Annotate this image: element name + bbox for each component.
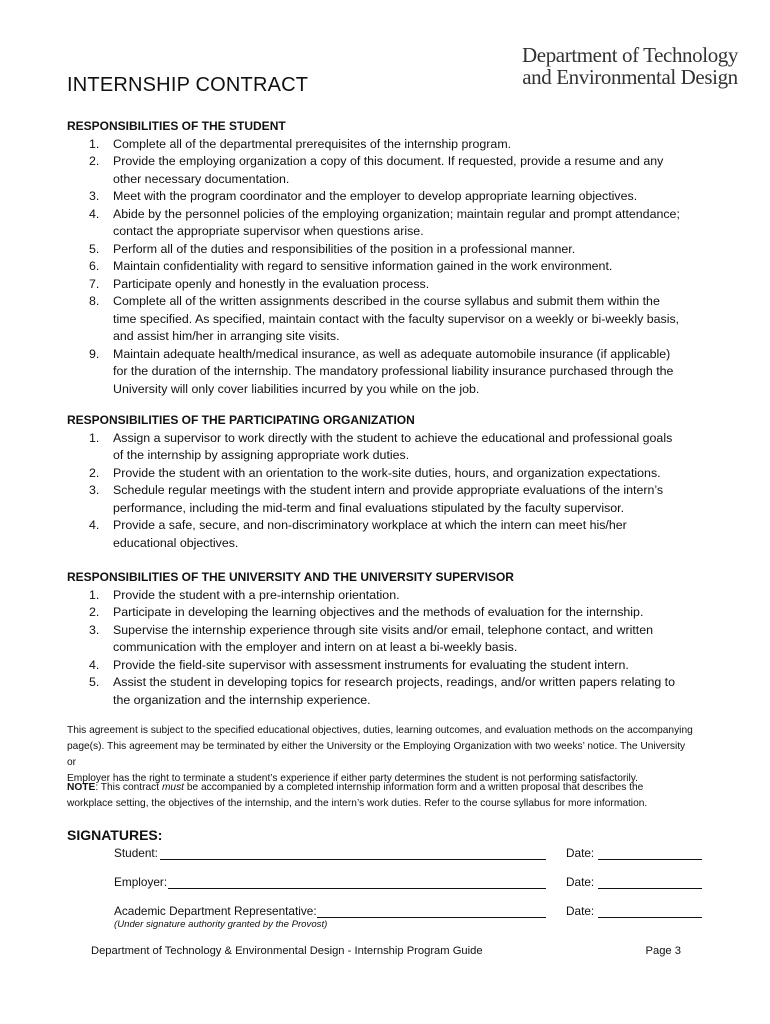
list-item bbox=[67, 276, 707, 294]
agreement-paragraph bbox=[67, 723, 697, 787]
representative-date-line[interactable] bbox=[598, 917, 702, 918]
item-number: 5. bbox=[89, 241, 100, 256]
item-text-line: time specified. As specified, maintain contact with the faculty supervisor on a weekly or bi-weekly basis, bbox=[113, 311, 680, 326]
item-text-line: contact the appropriate supervisor when questions arise. bbox=[113, 224, 424, 238]
list-item bbox=[67, 517, 707, 552]
item-text-line: Maintain adequate health/medical insurance, as well as adequate automobile insurance (if applicable) bbox=[113, 346, 671, 361]
note-emphasis: must bbox=[161, 782, 185, 793]
item-number: 1. bbox=[89, 136, 100, 151]
item-text-line: Schedule regular meetings with the student intern and provide appropriate evaluations of the intern’s bbox=[113, 483, 664, 497]
item-text-line: Provide the student with a pre-internship orientation. bbox=[113, 587, 400, 602]
section-heading: RESPONSIBILITIES OF THE PARTICIPATING ORGANIZATION bbox=[67, 413, 415, 427]
list-item bbox=[67, 622, 707, 657]
list-item bbox=[67, 153, 707, 188]
item-number: 8. bbox=[89, 294, 100, 308]
logo-line-2: and Environmental Design bbox=[522, 65, 738, 89]
list-item bbox=[67, 465, 707, 483]
item-text-line: Perform all of the duties and responsibilities of the position in a professional manner. bbox=[113, 241, 576, 256]
item-text-line: Participate openly and honestly in the evaluation process. bbox=[113, 276, 430, 291]
date-label: Date: bbox=[566, 875, 595, 889]
item-text-line: communication with the employer and intern on at least a bi-weekly basis. bbox=[113, 640, 518, 654]
logo-line-1: Department of Technology bbox=[522, 43, 738, 67]
item-text-line: Provide the student with an orientation to the work-site duties, hours, and organization expectations. bbox=[113, 465, 661, 480]
list-item bbox=[67, 136, 707, 154]
section-heading: RESPONSIBILITIES OF THE STUDENT bbox=[67, 119, 286, 133]
item-number: 2. bbox=[89, 154, 100, 168]
list-item bbox=[67, 206, 707, 241]
list-item bbox=[67, 604, 707, 622]
item-text-line: Complete all of the written assignments described in the course syllabus and submit them within the bbox=[113, 294, 660, 308]
page-number: Page 3 bbox=[645, 945, 681, 957]
item-number: 6. bbox=[89, 259, 100, 273]
item-text-line: University will only cover liabilities incurred by you while on the job. bbox=[113, 381, 480, 396]
student-label: Student: bbox=[114, 846, 158, 860]
employer-signature-line[interactable] bbox=[168, 888, 546, 889]
list-item bbox=[67, 657, 707, 675]
item-text-line: of the internship by assigning appropriate work duties. bbox=[113, 448, 410, 462]
employer-signature-row bbox=[114, 875, 704, 891]
item-number: 1. bbox=[89, 587, 100, 602]
list-item bbox=[67, 188, 707, 206]
student-date-line[interactable] bbox=[598, 859, 702, 860]
list-item bbox=[67, 258, 707, 276]
list-item bbox=[67, 346, 707, 399]
item-number: 5. bbox=[89, 675, 100, 689]
provost-authority-note: (Under signature authority granted by the Provost) bbox=[114, 919, 328, 930]
item-text-line: Complete all of the departmental prerequisites of the internship program. bbox=[113, 136, 512, 151]
representative-label: Academic Department Representative: bbox=[114, 904, 317, 918]
organization-responsibilities-section bbox=[67, 412, 707, 552]
representative-signature-line[interactable] bbox=[317, 917, 546, 918]
item-number: 7. bbox=[89, 276, 100, 291]
item-text-line: educational objectives. bbox=[113, 535, 239, 550]
list-item bbox=[67, 293, 707, 346]
note-line bbox=[67, 780, 697, 796]
item-number: 9. bbox=[89, 346, 100, 361]
item-number: 2. bbox=[89, 465, 100, 480]
item-number: 4. bbox=[89, 657, 100, 672]
item-text-line: Abide by the personnel policies of the employing organization; maintain regular and prompt attendance; bbox=[113, 206, 680, 221]
item-number: 1. bbox=[89, 430, 100, 445]
date-label: Date: bbox=[566, 846, 595, 860]
employer-label: Employer: bbox=[114, 875, 168, 889]
student-signature-line[interactable] bbox=[160, 859, 546, 860]
employer-date-line[interactable] bbox=[598, 888, 702, 889]
item-text-line: Maintain confidentiality with regard to sensitive information gained in the work environment. bbox=[113, 259, 613, 273]
item-number: 3. bbox=[89, 483, 100, 497]
agreement-line: This agreement is subject to the specified educational objectives, duties, learning outcomes, and evaluation methods on the accompanying bbox=[67, 725, 693, 736]
note-line: workplace setting, the objectives of the internship, and the intern’s work duties. Refer to the course syllabus for more information. bbox=[67, 798, 648, 809]
list-item bbox=[67, 430, 707, 465]
section-heading: RESPONSIBILITIES OF THE UNIVERSITY AND THE UNIVERSITY SUPERVISOR bbox=[67, 570, 514, 584]
item-number: 3. bbox=[89, 622, 100, 637]
item-text-line: Provide the field-site supervisor with assessment instruments for evaluating the student intern. bbox=[113, 657, 629, 672]
item-text-line: other necessary documentation. bbox=[113, 171, 290, 186]
signatures-heading: SIGNATURES: bbox=[67, 827, 163, 843]
item-text-line: Provide the employing organization a copy of this document. If requested, provide a resume and any bbox=[113, 154, 664, 168]
responsibility-list bbox=[67, 136, 707, 399]
list-item bbox=[67, 674, 707, 709]
item-text-line: performance, including the mid-term and final evaluations stipulated by the faculty supervisor. bbox=[113, 500, 625, 515]
agreement-line: Employer has the right to terminate a student’s experience if either party determines the student is not performing satisfactorily. bbox=[67, 773, 638, 784]
item-number: 4. bbox=[89, 206, 100, 221]
item-text-line: Assist the student in developing topics for research projects, readings, and/or written papers relating to bbox=[113, 675, 676, 689]
list-item bbox=[67, 241, 707, 259]
item-text-line: Meet with the program coordinator and the employer to develop appropriate learning objectives. bbox=[113, 189, 638, 203]
representative-signature-row bbox=[114, 904, 704, 920]
footer-guide-title: Department of Technology & Environmental Design - Internship Program Guide bbox=[91, 945, 483, 957]
item-text-line: the organization and the internship experience. bbox=[113, 692, 371, 707]
list-item bbox=[67, 587, 707, 605]
list-item bbox=[67, 482, 707, 517]
item-number: 3. bbox=[89, 189, 100, 203]
item-text-line: and assist him/her in arranging site visits. bbox=[113, 329, 340, 343]
note-text: be accompanied by a completed internship information form and a written proposal that describes the bbox=[184, 782, 644, 793]
responsibility-list bbox=[67, 430, 707, 553]
page-title: INTERNSHIP CONTRACT bbox=[67, 74, 309, 96]
item-number: 4. bbox=[89, 518, 100, 532]
agreement-line: page(s). This agreement may be terminated by either the University or the Employing Organization with two weeks’ notice. The University or bbox=[67, 741, 686, 768]
item-text-line: Supervise the internship experience through site visits and/or email, telephone contact, and written bbox=[113, 622, 653, 637]
department-logo bbox=[522, 44, 738, 88]
note-text: : This contract bbox=[95, 782, 162, 793]
date-label: Date: bbox=[566, 904, 595, 918]
item-text-line: for the duration of the internship. The mandatory professional liability insurance purchased through the bbox=[113, 364, 674, 378]
item-number: 2. bbox=[89, 605, 100, 619]
university-responsibilities-section bbox=[67, 569, 707, 709]
item-text-line: Provide a safe, secure, and non-discriminatory workplace at which the intern can meet his/her bbox=[113, 518, 627, 532]
student-responsibilities-section bbox=[67, 118, 707, 398]
item-text-line: Assign a supervisor to work directly with the student to achieve the educational and professional goals bbox=[113, 430, 673, 445]
responsibility-list bbox=[67, 587, 707, 710]
student-signature-row bbox=[114, 846, 704, 862]
note-paragraph bbox=[67, 780, 697, 812]
item-text-line: Participate in developing the learning objectives and the methods of evaluation for the internship. bbox=[113, 605, 644, 619]
note-label: NOTE bbox=[67, 782, 96, 793]
